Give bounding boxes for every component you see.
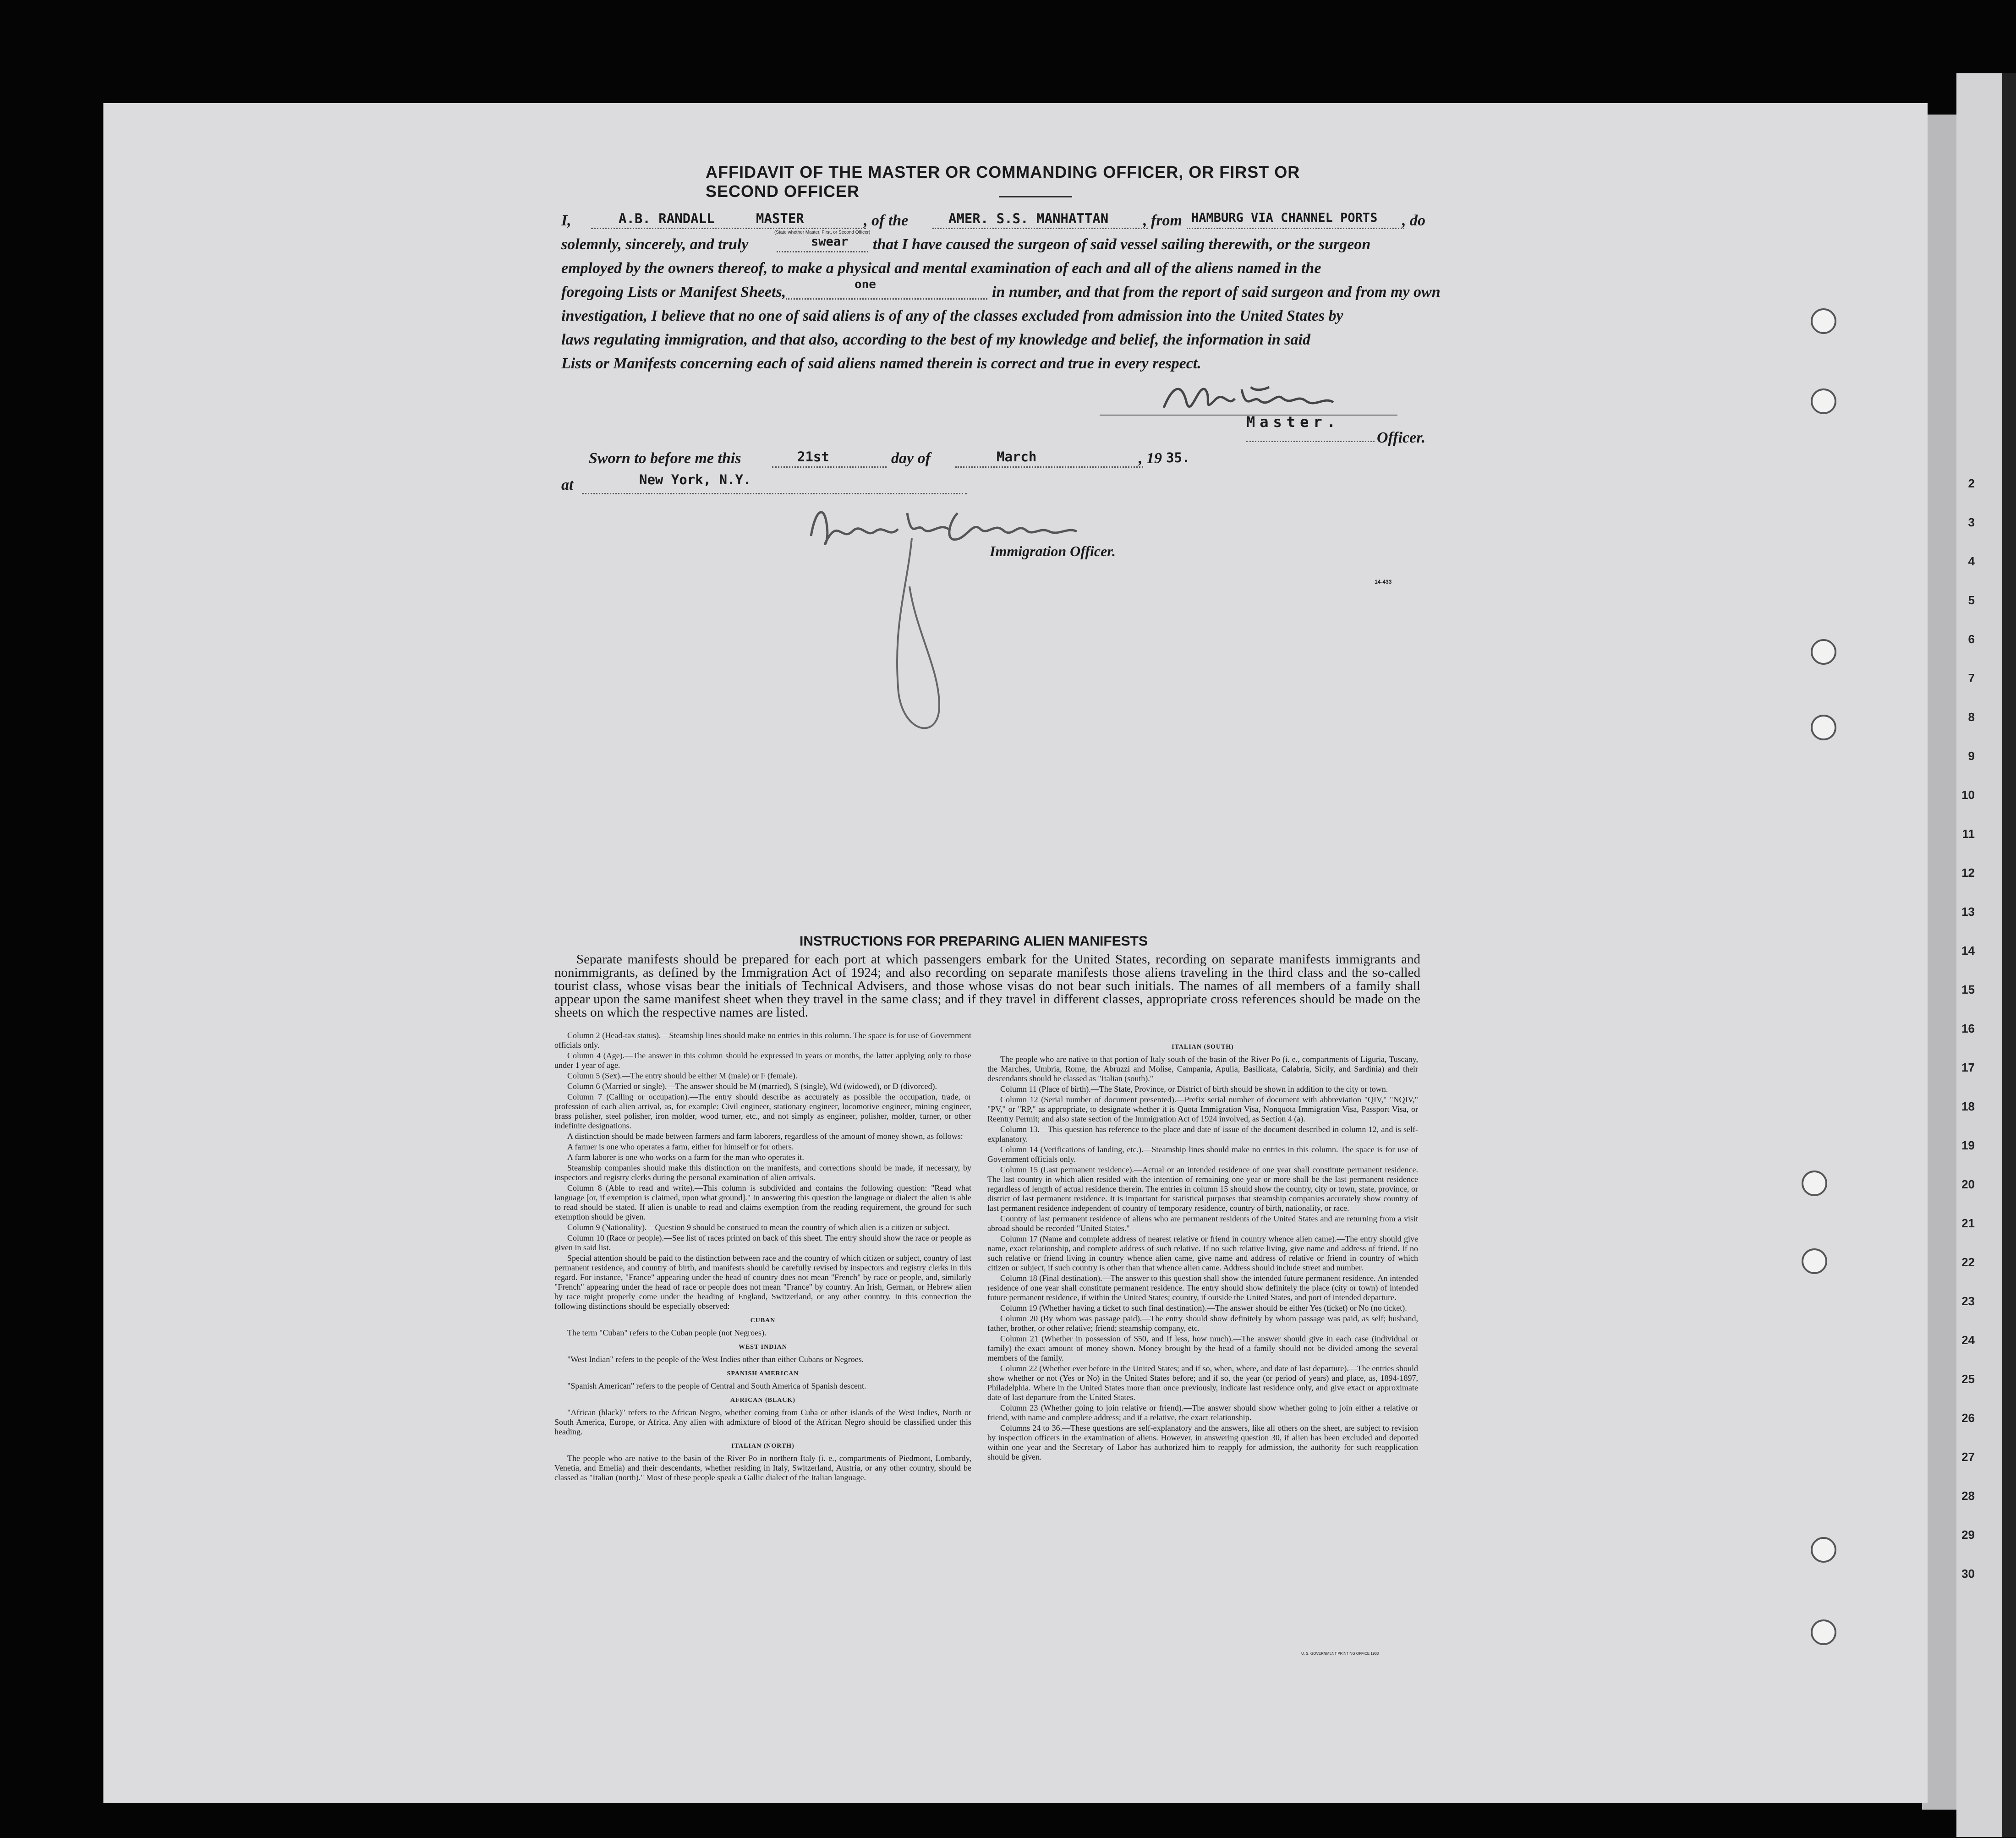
margin-row-number: 26 — [1961, 1411, 1975, 1425]
margin-row-number: 19 — [1961, 1138, 1975, 1152]
section-text: The people who are native to the basin of the River Po in northern Italy (i. e., compartments of Piedmont, Lombardy, Venetia, and Emelia) and their descendants, whether residing in Italy, Switzerland, Austria, or any other country, should be classed as "Italian (north)." Most of these people speak a Gallic dialect of the Italian language. — [554, 1454, 971, 1482]
section-text: "Spanish American" refers to the people of Central and South America of Spanish descent. — [567, 1381, 866, 1390]
sworn-place: New York, N.Y. — [639, 472, 751, 487]
month-line — [955, 466, 1143, 468]
binder-hole — [1811, 1619, 1836, 1645]
margin-row-number: 13 — [1961, 905, 1975, 919]
vessel-name: AMER. S.S. MANHATTAN — [948, 211, 1109, 226]
margin-row-number: 11 — [1962, 827, 1975, 841]
margin-row-number: 2 — [1968, 476, 1975, 490]
section-heading: CUBAN — [750, 1317, 776, 1324]
instructions-intro: Separate manifests should be prepared for each port at which passengers embark for the United States, recording on separate manifests immigrants and nonimmigrants, as defined by the Immigration Act of 1924; and also recording on separate manifests those aliens traveling in the third class and the so-called tourist class, whose visas bear the initials of Technical Advisers, and those whose visas do not bear such initials. The names of all members of a family shall appear upon the same manifest sheet when they travel in the same class; and if they travel in different classes, appropriate cross references should be made on the sheets on which the respective names are listed. — [554, 952, 1420, 1020]
left-paragraph: A farm laborer is one who works on a farm for the man who operates it. — [567, 1153, 804, 1162]
left-paragraph: Column 9 (Nationality).—Question 9 should be construed to mean the country of which alien is a citizen or subject. — [567, 1223, 950, 1232]
day-line — [772, 466, 887, 468]
right-paragraph: Column 19 (Whether having a ticket to such final destination).—The answer should be either Yes (ticket) or No (no ticket). — [1000, 1303, 1407, 1313]
sworn-prefix: Sworn to before me this — [589, 450, 741, 467]
binder-hole — [1811, 1537, 1836, 1563]
margin-row-number: 10 — [1961, 788, 1975, 802]
left-paragraph: Column 6 (Married or single).—The answer should be M (married), S (single), Wd (widowed), or D (divorced). — [567, 1082, 937, 1091]
of-the-label: , of the — [864, 212, 909, 229]
left-paragraph: Column 10 (Race or people).—See list of races printed on back of this sheet. The entry should show the race or people as given in said list. — [554, 1233, 971, 1252]
right-paragraph: Column 18 (Final destination).—The answer to this question shall show the intended future permanent residence. An intended residence of one year shall constitute permanent residence. The entry should show definitely the place (city or town) of intended future permanent residence, if within the United States; country, if outside the United States, and port of intended departure. — [987, 1274, 1418, 1302]
right-paragraph: Column 12 (Serial number of document presented).—Prefix serial number of document with abbreviation "QIV," "NQIV," "PV," or "RP," as appropriate, to designate whether it is Quota Immigration Visa, Nonquota Immigration Visa, Passport Visa, or Reentry Permit; and also state section of the Immigration Act of 1924 involved, as Section 4 (a). — [987, 1095, 1418, 1123]
officer-signature — [802, 495, 1113, 751]
sworn-month: March — [997, 449, 1037, 465]
margin-row-number: 30 — [1961, 1567, 1975, 1581]
left-paragraph: Steamship companies should make this distinction on the manifests, and corrections should be made, if necessary, by inspectors and registry clerks during the personal examination of alien arrivals. — [554, 1163, 971, 1182]
section-text: "West Indian" refers to the people of the West Indies other than either Cubans or Negroes. — [567, 1355, 864, 1364]
page-edge-layer — [1922, 115, 1959, 1810]
margin-row-number: 24 — [1961, 1333, 1975, 1347]
margin-row-number: 3 — [1968, 515, 1975, 529]
from-port: HAMBURG VIA CHANNEL PORTS — [1191, 211, 1378, 225]
margin-row-number: 18 — [1961, 1100, 1975, 1113]
right-paragraph: Column 20 (By whom was passage paid).—The entry should show definitely by whom passage was paid, as self; husband, father, brother, or other relative; friend; steamship company, etc. — [987, 1314, 1418, 1333]
binder-hole — [1811, 639, 1836, 665]
immigration-officer-label: Immigration Officer. — [990, 543, 1116, 559]
margin-row-number: 6 — [1968, 632, 1975, 646]
right-paragraph: Column 22 (Whether ever before in the United States; and if so, when, where, and date of last departure).—The entries should show whether or not (Yes or No) in the United States before; and if so, the year (or period of years) and place, as, 1894-1897, Philadelphia. Where in the United States more than once previously, indicate last residence only, and give exact or approximate date of last departure from the United States. — [987, 1364, 1418, 1402]
officer-label: Officer. — [1377, 429, 1426, 446]
right-paragraph: Column 21 (Whether in possession of $50, and if less, how much).—The answer should give in each case (individual or family) the exact amount of money shown. Money brought by the head of a family should not be divided among the several members of the family. — [987, 1334, 1418, 1362]
at-label: at — [561, 476, 574, 493]
adjacent-page-shadow — [2002, 73, 2016, 1837]
margin-row-number: 17 — [1961, 1061, 1975, 1074]
binder-hole — [1811, 308, 1836, 334]
left-paragraph: Column 4 (Age).—The answer in this column should be expressed in years or months, the latter applying only to those under 1 year of age. — [554, 1051, 971, 1070]
rank-note: (State whether Master, First, or Second Officer) — [774, 230, 871, 235]
oath-word: swear — [811, 235, 849, 249]
left-paragraph: Column 8 (Able to read and write).—This column is subdivided and contains the following question: "Read what language [or, if exemption is claimed, upon what ground]." In answering this question the language or dialect the alien is able to read should be stated. If alien is unable to read and claims exemption from the reading requirement, the ground for such exemption should be given. — [554, 1183, 971, 1221]
printer-note: U. S. GOVERNMENT PRINTING OFFICE 1933 — [1301, 1652, 1379, 1656]
margin-row-number: 22 — [1961, 1255, 1975, 1269]
sworn-day: 21st — [797, 449, 829, 465]
year-suffix: 35. — [1166, 450, 1190, 465]
binder-hole — [1802, 1248, 1827, 1274]
master-typed: Master. — [1246, 413, 1340, 431]
count-line — [786, 298, 987, 300]
instructions-right-column — [987, 1042, 1418, 1463]
title-rule — [999, 196, 1072, 197]
right-paragraph: The people who are native to that portion of Italy south of the basin of the River Po (i. e., compartments of Liguria, Tuscany, the Marches, Umbria, Rome, the Abruzzi and Molise, Campania, Apulia, Basilicata, Calabria, Sicily, and Sardinia) and their descendants should be classed as "Italian (south)." — [987, 1055, 1418, 1083]
vessel-line — [932, 228, 1148, 229]
left-paragraph: Column 5 (Sex).—The entry should be either M (male) or F (female). — [567, 1071, 798, 1080]
margin-row-number: 15 — [1961, 983, 1975, 996]
affidavit-text-6: Lists or Manifests concerning each of said aliens named therein is correct and true in every respect. — [561, 355, 1201, 372]
section-heading: SPANISH AMERICAN — [727, 1370, 799, 1377]
left-paragraph: A distinction should be made between farmers and farm laborers, regardless of the amount of money shown, as follows: — [567, 1132, 963, 1141]
right-paragraph: Column 17 (Name and complete address of nearest relative or friend in country whence alien came).—The entry should give name, exact relationship, and complete address of such relative. If no such relative living, give name and address of friend. If no such relative or friend living in country whence alien came, give name and address of relative or friend in country of which citizen or subject, if such country is other than that whence alien came. Address should include street and number. — [987, 1234, 1418, 1272]
section-heading: AFRICAN (BLACK) — [730, 1397, 796, 1404]
right-paragraph: Column 14 (Verifications of landing, etc.).—Steamship lines should make no entries in this column. The space is for use of Government officials only. — [987, 1145, 1418, 1164]
margin-row-number: 20 — [1961, 1177, 1975, 1191]
do-label: , do — [1402, 212, 1425, 229]
right-paragraph: Column 15 (Last permanent residence).—Actual or an intended residence of one year shall constitute permanent residence. The last country in which alien resided with the intention of remaining one year or more shall be the last permanent residence regardless of length of actual residence therein. The entries in column 15 should show the country, city or town, state, province, or district of last permanent residence. It is important for statistical purposes that steamship companies accurately show country of last permanent residence independent of country of temporary residence, country of birth, nationality, or race. — [987, 1165, 1418, 1213]
right-paragraph: Columns 24 to 36.—These questions are self-explanatory and the answers, like all others on the sheet, are subject to revision by inspection officers in the examination of aliens. However, in answering question 30, if alien has been excluded and deported within one year and the Secretary of Labor has authorized him to reapply for admission, the authority for such reapplication should be given. — [987, 1423, 1418, 1461]
form-number: 14-433 — [1375, 579, 1392, 585]
margin-row-number: 23 — [1961, 1294, 1975, 1308]
margin-row-number: 28 — [1961, 1489, 1975, 1503]
margin-row-number: 21 — [1961, 1216, 1975, 1230]
left-paragraph: A farmer is one who operates a farm, either for himself or for others. — [567, 1142, 794, 1151]
left-paragraph: Special attention should be paid to the distinction between race and the country of which citizen or subject, country of last permanent residence, and country of birth, and manifests should be carefully revised by inspectors and registry clerks in this regard. For instance, "France" appearing under the head of country does not mean "French" by race or people, and, similarly "French" appearing under the head of race or people does not mean "France" by country. An Irish, German, or Hebrew alien by race might properly come under the heading of England, Switzerland, or any other country. In this connection the following distinctions should be especially observed: — [554, 1253, 971, 1311]
binder-hole — [1811, 715, 1836, 740]
right-paragraph: Column 11 (Place of birth).—The State, Province, or District of birth should be shown in addition to the city or town. — [1000, 1084, 1388, 1094]
margin-row-number: 12 — [1961, 866, 1975, 880]
section-heading: WEST INDIAN — [738, 1344, 788, 1351]
day-of-label: day of — [891, 450, 931, 467]
affidavit-title: AFFIDAVIT OF THE MASTER OR COMMANDING OFFICER, OR FIRST OR SECOND OFFICER — [706, 163, 1300, 201]
sheet-count: one — [855, 278, 876, 291]
binder-hole — [1802, 1171, 1827, 1196]
section-heading: ITALIAN (SOUTH) — [1172, 1044, 1234, 1050]
affidavit-text-5: laws regulating immigration, and that also, according to the best of my knowledge and belief, the information in said — [561, 331, 1310, 348]
section-text: The term "Cuban" refers to the Cuban people (not Negroes). — [567, 1328, 767, 1337]
margin-row-number: 4 — [1968, 554, 1975, 568]
officer-line — [1246, 441, 1375, 442]
affidavit-i: I, — [561, 212, 571, 229]
name-line — [591, 228, 866, 229]
margin-row-number: 25 — [1961, 1372, 1975, 1386]
affidavit-text-1: that I have caused the surgeon of said vessel sailing therewith, or the surgeon — [873, 236, 1371, 253]
master-name: A.B. RANDALL — [619, 211, 715, 226]
section-heading: ITALIAN (NORTH) — [731, 1443, 794, 1450]
instructions-title: INSTRUCTIONS FOR PREPARING ALIEN MANIFESTS — [800, 934, 1148, 949]
margin-row-number: 9 — [1968, 749, 1975, 763]
year-prefix: , 19 — [1139, 450, 1162, 467]
margin-row-number: 7 — [1968, 671, 1975, 685]
left-paragraph: Column 7 (Calling or occupation).—The entry should describe as accurately as possible the occupation, trade, or profession of each alien arrival, as, for example: Civil engineer, stationary engineer, locomotive engineer, mining engineer, brass polisher, steel polisher, iron molder, wood turner, etc., and not simply as engineer, polisher, molder, turner, or other indefinite designations. — [554, 1092, 971, 1130]
oath-line — [777, 251, 868, 252]
master-rank: MASTER — [756, 211, 804, 226]
instructions-left-column — [554, 1031, 971, 1483]
margin-row-number: 27 — [1961, 1450, 1975, 1464]
right-paragraph: Country of last permanent residence of aliens who are permanent residents of the United States and are returning from a visit abroad should be recorded "United States." — [987, 1214, 1418, 1233]
margin-row-number: 14 — [1961, 944, 1975, 957]
binder-hole — [1811, 388, 1836, 414]
margin-row-number: 16 — [1961, 1022, 1975, 1035]
left-paragraph: Column 2 (Head-tax status).—Steamship lines should make no entries in this column. The space is for use of Government officials only. — [554, 1031, 971, 1050]
place-line — [582, 493, 967, 494]
affidavit-text-4: investigation, I believe that no one of said aliens is of any of the classes excluded from admission into the United States by — [561, 307, 1343, 324]
from-label: , from — [1143, 212, 1182, 229]
affidavit-text-3b: in number, and that from the report of said surgeon and from my own — [992, 284, 1441, 301]
margin-row-number: 8 — [1968, 710, 1975, 724]
affidavit-text-3: foregoing Lists or Manifest Sheets, — [561, 284, 786, 301]
margin-row-number: 29 — [1961, 1528, 1975, 1542]
section-text: "African (black)" refers to the African Negro, whether coming from Cuba or other islands of the West Indies, North or South America, Europe, or Africa. Any alien with admixture of blood of the African Negro should be classified under this heading. — [554, 1408, 971, 1436]
solemnly-text: solemnly, sincerely, and truly — [561, 236, 749, 253]
right-paragraph: Column 23 (Whether going to join relative or friend).—The answer should show whether going to join either a relative or friend, with name and complete address; and if a relative, the exact relationship. — [987, 1403, 1418, 1422]
margin-row-number: 5 — [1968, 593, 1975, 607]
port-line — [1187, 228, 1404, 229]
affidavit-text-2: employed by the owners thereof, to make a physical and mental examination of each and all of the aliens named in the — [561, 260, 1321, 277]
right-paragraph: Column 13.—This question has reference to the place and date of issue of the document described in column 12, and is self-explanatory. — [987, 1125, 1418, 1143]
